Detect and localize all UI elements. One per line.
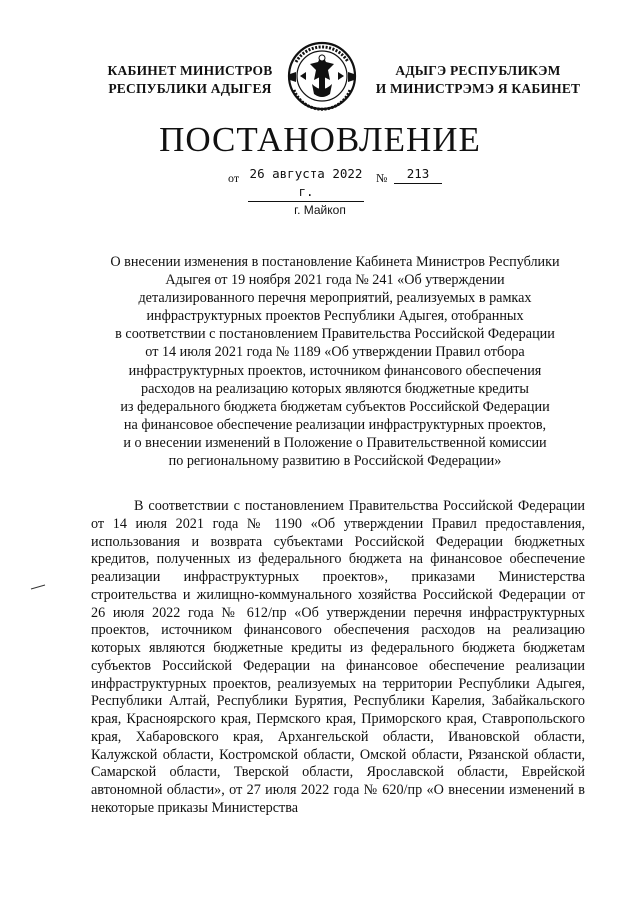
subject-line: детализированного перечня мероприятий, реализуемых в рамках [138, 290, 532, 307]
subject-line: из федерального бюджета бюджетам субъектов Российской Федерации [120, 398, 550, 415]
date-number-line [228, 165, 458, 199]
subject-line: по региональному развитию в Российской Федерации» [168, 453, 502, 470]
subject-line: расходов на реализацию которых являются бюджетные кредиты [141, 380, 529, 397]
issuer-name-adyghe-line1: АДЫГЭ РЕСПУБЛИКЭМ [395, 63, 561, 78]
subject-line: на финансовое обеспечение реализации инфраструктурных проектов, [123, 416, 547, 433]
issuer-name-russian-line2: РЕСПУБЛИКИ АДЫГЕЯ [108, 81, 272, 96]
subject-line: от 14 июля 2021 года № 1189 «Об утверждении Правил отбора [145, 344, 525, 361]
issuer-name-adyghe-line2: И МИНИСТРЭМЭ Я КАБИНЕТ [375, 81, 581, 96]
subject-line: и о внесении изменений в Положение о Правительственной комиссии [123, 434, 547, 451]
document-date: 26 августа 2022 г. [248, 165, 364, 202]
issuer-name-russian-line1: КАБИНЕТ МИНИСТРОВ [107, 63, 273, 78]
issue-city: г. Майкоп [294, 203, 346, 217]
coat-of-arms-icon [286, 38, 358, 114]
issuer-name-russian [102, 62, 278, 98]
date-prefix: от [228, 171, 240, 185]
margin-pen-mark [30, 584, 46, 590]
document-number: 213 [394, 165, 442, 184]
body-paragraph: В соответствии с постановлением Правительства Российской Федерации от 14 июля 2021 года № 1190 «Об утверждении Правил предоставления, использования и возврата субъектами Российской Федерации бюджетных кредитов, полученных из федерального бюджета на финансовое обеспечение реализации инфраструктурных проектов», приказами Министерства строительства и жилищно-коммунального хозяйства Российской Федерации от 26 июля 2022 года № 612/пр «Об утверждении перечня инфраструктурных проектов, источником финансового обеспечения расходов на реализацию которых являются бюджетные кредиты из федерального бюджета бюджетам субъектов Российской Федерации на финансовое обеспечение реализации инфраструктурных проектов, реализуемых на территории Республики Адыгея, Республики Алтай, Республики Бурятия, Республики Карелия, Забайкальского края, Красноярского края, Пермского края, Приморского края, Ставропольского края, Хабаровского края, Архангельской области, Ивановской области, Калужской области, Костромской области, Омской области, Рязанской области, Самарской области, Тверской области, Ярославской области, Еврейской автономной области», от 27 июля 2022 года № 620/пр «О внесении изменений в некоторые приказы Министерства [91, 498, 585, 816]
document-title: ПОСТАНОВЛЕНИЕ [159, 120, 481, 159]
document-subject [90, 253, 580, 470]
subject-line: инфраструктурных проектов Республики Адыгея, отобранных [146, 308, 524, 325]
subject-line: в соответствии с постановлением Правительства Российской Федерации [115, 326, 555, 343]
issuer-name-adyghe [372, 62, 584, 98]
subject-line: инфраструктурных проектов, источником финансового обеспечения [128, 362, 542, 379]
subject-line: Адыгея от 19 ноября 2021 года № 241 «Об утверждении [165, 272, 505, 289]
subject-line: О внесении изменения в постановление Кабинета Министров Республики [110, 254, 560, 270]
number-prefix: № [376, 171, 388, 185]
